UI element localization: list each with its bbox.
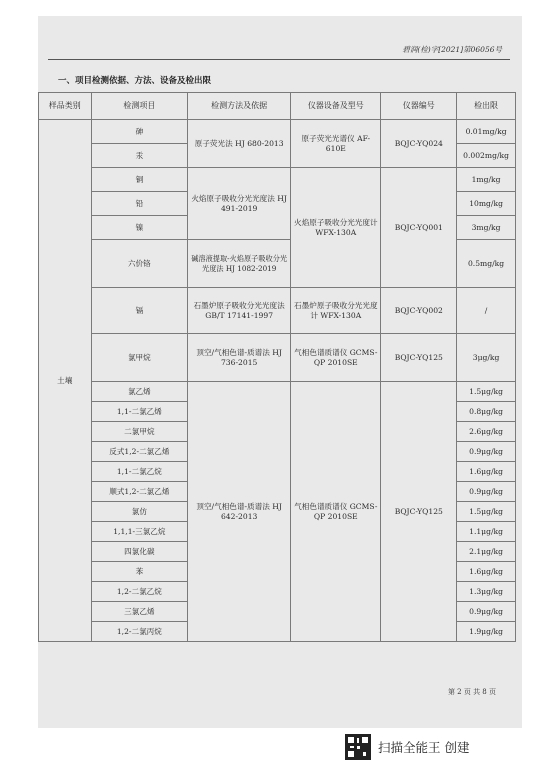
item-cell: 砷 [91,120,188,144]
column-header: 仪器编号 [381,93,457,120]
item-cell: 氯仿 [91,502,188,522]
sample-category-cell: 土壤 [39,120,92,642]
method-cell: 原子荧光法 HJ 680-2013 [188,120,291,168]
method-cell: 顶空/气相色谱-质谱法 HJ 642-2013 [188,382,291,642]
item-cell: 顺式1,2-二氯乙烯 [91,482,188,502]
item-cell: 镉 [91,288,188,334]
item-cell: 1,1,1-三氯乙烷 [91,522,188,542]
instrument-code-cell: BQJC-YQ024 [381,120,457,168]
limit-cell: 1.5μg/kg [457,502,516,522]
method-cell: 火焰原子吸收分光光度法 HJ 491-2019 [188,168,291,240]
limit-cell: 2.6μg/kg [457,422,516,442]
section-title: 一、项目检测依据、方法、设备及检出限 [58,76,212,86]
limit-cell: 1.3μg/kg [457,582,516,602]
instrument-code-cell: BQJC-YQ125 [381,382,457,642]
limit-cell: 1.9μg/kg [457,622,516,642]
item-cell: 汞 [91,144,188,168]
limit-cell: 0.8μg/kg [457,402,516,422]
table-row [39,120,516,144]
column-header: 检测项目 [91,93,188,120]
qr-code-icon [345,734,371,760]
item-cell: 氯乙烯 [91,382,188,402]
item-cell: 1,2-二氯丙烷 [91,622,188,642]
limit-cell: 0.01mg/kg [457,120,516,144]
instrument-cell: 气相色谱质谱仪 GCMS-QP 2010SE [291,382,381,642]
table-row [39,288,516,334]
item-cell: 氯甲烷 [91,334,188,382]
method-cell: 顶空/气相色谱-质谱法 HJ 736-2015 [188,334,291,382]
limit-cell: 1.6μg/kg [457,462,516,482]
item-cell: 1,1-二氯乙烷 [91,462,188,482]
scanner-watermark: 扫描全能王 创建 [378,740,470,755]
limit-cell: 3μg/kg [457,334,516,382]
item-cell: 铜 [91,168,188,192]
column-header: 检出限 [457,93,516,120]
limit-cell: 1.6μg/kg [457,562,516,582]
limit-cell: 0.9μg/kg [457,442,516,462]
limit-cell: / [457,288,516,334]
item-cell: 苯 [91,562,188,582]
limit-cell: 10mg/kg [457,192,516,216]
item-cell: 1,1-二氯乙烯 [91,402,188,422]
limit-cell: 0.9μg/kg [457,602,516,622]
limit-cell: 1mg/kg [457,168,516,192]
header-divider [48,59,510,60]
instrument-cell: 原子荧光光谱仪 AF-610E [291,120,381,168]
limit-cell: 1.5μg/kg [457,382,516,402]
instrument-cell: 石墨炉原子吸收分光光度计 WFX-130A [291,288,381,334]
instrument-code-cell: BQJC-YQ125 [381,334,457,382]
item-cell: 二氯甲烷 [91,422,188,442]
item-cell: 1,2-二氯乙烷 [91,582,188,602]
limit-cell: 3mg/kg [457,216,516,240]
limit-cell: 0.9μg/kg [457,482,516,502]
limit-cell: 1.1μg/kg [457,522,516,542]
instrument-code-cell: BQJC-YQ001 [381,168,457,288]
method-cell: 碱溶液提取-火焰原子吸收分光光度法 HJ 1082-2019 [188,240,291,288]
table-row [39,382,516,402]
item-cell: 铅 [91,192,188,216]
table-row [39,334,516,382]
limit-cell: 0.5mg/kg [457,240,516,288]
page-number: 第 2 页 共 8 页 [447,688,496,696]
item-cell: 三氯乙烯 [91,602,188,622]
item-cell: 反式1,2-二氯乙烯 [91,442,188,462]
detection-table [38,92,516,642]
table-row [39,168,516,192]
instrument-cell: 火焰原子吸收分光光度计 WFX-130A [291,168,381,288]
report-number: 碧润(检)字[2021]第06056号 [402,45,502,54]
limit-cell: 0.002mg/kg [457,144,516,168]
limit-cell: 2.1μg/kg [457,542,516,562]
method-cell: 石墨炉原子吸收分光光度法 GB/T 17141-1997 [188,288,291,334]
instrument-cell: 气相色谱质谱仪 GCMS-QP 2010SE [291,334,381,382]
item-cell: 镍 [91,216,188,240]
column-header: 仪器设备及型号 [291,93,381,120]
item-cell: 六价铬 [91,240,188,288]
item-cell: 四氯化碳 [91,542,188,562]
column-header: 检测方法及依据 [188,93,291,120]
instrument-code-cell: BQJC-YQ002 [381,288,457,334]
column-header: 样品类别 [39,93,92,120]
table-header-row [39,93,516,120]
